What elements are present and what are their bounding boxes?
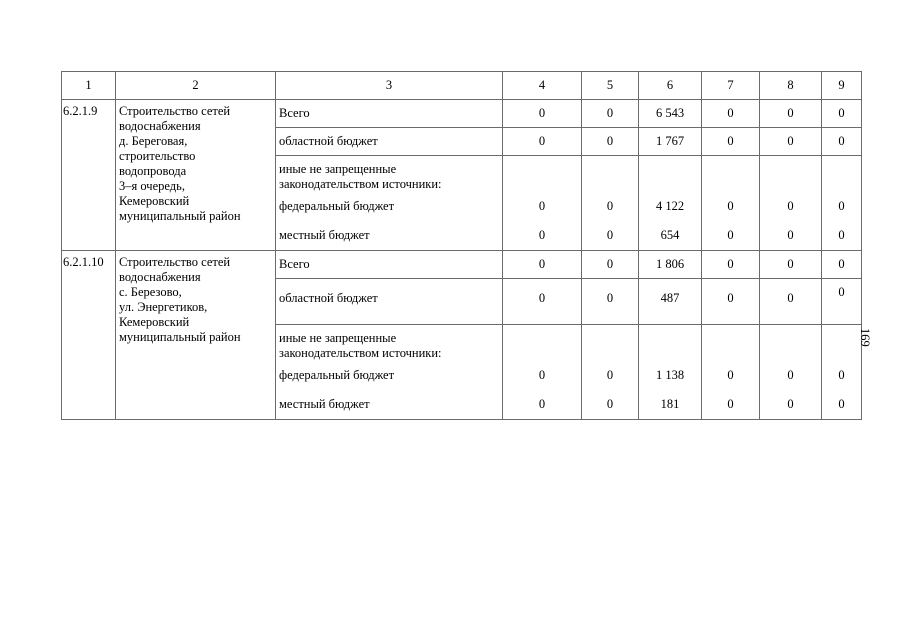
- source-label: областной бюджет: [276, 128, 503, 156]
- source-label: местный бюджет: [279, 397, 370, 411]
- value-cell: 0: [822, 251, 862, 279]
- value-group: [760, 156, 822, 251]
- header-cell: 7: [702, 72, 760, 100]
- value-group: [503, 156, 582, 251]
- source-note: иные не запрещенные: [279, 162, 397, 176]
- value-cell: 0: [822, 128, 862, 156]
- source-note: законодательством источники:: [279, 177, 442, 191]
- value-cell: 0: [606, 228, 614, 242]
- value-group: [822, 325, 862, 420]
- value-cell: 181: [660, 397, 680, 411]
- value-cell: 6 543: [639, 100, 702, 128]
- value-cell: 0: [787, 368, 794, 382]
- source-label: федеральный бюджет: [279, 199, 395, 213]
- value-cell: 0: [787, 199, 794, 213]
- value-cell: 0: [606, 368, 614, 382]
- header-cell: 3: [276, 72, 503, 100]
- page-number: 169: [858, 328, 872, 347]
- item-name-line: Кемеровский: [119, 194, 190, 208]
- value-cell: 0: [702, 100, 760, 128]
- value-cell: 0: [582, 279, 639, 325]
- value-cell: 0: [727, 397, 734, 411]
- value-group: [702, 156, 760, 251]
- item-name-line: Строительство сетей: [119, 104, 231, 118]
- value-group: [639, 325, 702, 420]
- header-row: [62, 72, 862, 100]
- item-name-line: муниципальный район: [119, 209, 241, 223]
- value-cell: 0: [503, 100, 582, 128]
- value-cell: 0: [787, 228, 794, 242]
- value-cell: 487: [639, 279, 702, 325]
- value-cell: 0: [503, 251, 582, 279]
- value-cell: 0: [582, 128, 639, 156]
- value-cell: 0: [838, 397, 845, 411]
- source-group: [276, 156, 503, 251]
- source-label: Всего: [276, 100, 503, 128]
- value-cell: 0: [760, 128, 822, 156]
- value-cell: 0: [787, 397, 794, 411]
- source-note: иные не запрещенные: [279, 331, 397, 345]
- value-cell: 0: [760, 279, 822, 325]
- header-cell: 8: [760, 72, 822, 100]
- value-cell: 0: [727, 199, 734, 213]
- value-cell: 0: [838, 368, 845, 382]
- value-cell: 0: [838, 199, 845, 213]
- item-name-line: ул. Энергетиков,: [119, 300, 208, 314]
- header-cell: 2: [116, 72, 276, 100]
- value-cell: 0: [606, 199, 614, 213]
- value-cell: 0: [538, 397, 546, 411]
- value-cell: 0: [538, 368, 546, 382]
- value-cell: 0: [727, 368, 734, 382]
- item-code: 6.2.1.10: [62, 251, 116, 420]
- source-note: законодательством источники:: [279, 346, 442, 360]
- value-cell: 1 767: [639, 128, 702, 156]
- value-group: [639, 156, 702, 251]
- table-row: [62, 100, 862, 128]
- value-cell: 0: [582, 100, 639, 128]
- value-cell: 0: [702, 251, 760, 279]
- source-label: Всего: [276, 251, 503, 279]
- value-cell: 1 806: [639, 251, 702, 279]
- item-name: [116, 251, 276, 420]
- value-cell: 0: [702, 128, 760, 156]
- item-code: 6.2.1.9: [62, 100, 116, 251]
- value-cell: 0: [822, 100, 862, 128]
- value-cell: 0: [760, 251, 822, 279]
- value-cell: 654: [660, 228, 680, 242]
- source-label: местный бюджет: [279, 228, 370, 242]
- value-cell: 0: [606, 397, 614, 411]
- header-cell: 9: [822, 72, 862, 100]
- source-label: областной бюджет: [276, 279, 503, 325]
- item-name-line: муниципальный район: [119, 330, 241, 344]
- header-cell: 5: [582, 72, 639, 100]
- value-group: [582, 156, 639, 251]
- header-cell: 1: [62, 72, 116, 100]
- value-cell: 4 122: [655, 199, 685, 213]
- table-row: [62, 251, 862, 279]
- source-group: [276, 325, 503, 420]
- item-name-line: водоснабжения: [119, 270, 201, 284]
- value-cell: 0: [538, 199, 546, 213]
- value-cell: 0: [822, 279, 862, 325]
- value-cell: 0: [727, 228, 734, 242]
- item-name-line: Строительство сетей: [119, 255, 231, 269]
- value-cell: 0: [503, 279, 582, 325]
- header-cell: 6: [639, 72, 702, 100]
- value-cell: 0: [582, 251, 639, 279]
- item-name-line: 3–я очередь,: [119, 179, 185, 193]
- value-group: [582, 325, 639, 420]
- value-cell: 0: [538, 228, 546, 242]
- item-name: [116, 100, 276, 251]
- item-name-line: с. Березово,: [119, 285, 182, 299]
- item-name-line: водоснабжения: [119, 119, 201, 133]
- value-cell: 1 138: [655, 368, 685, 382]
- item-name-line: д. Береговая,: [119, 134, 188, 148]
- value-group: [702, 325, 760, 420]
- value-cell: 0: [503, 128, 582, 156]
- budget-table: [61, 71, 862, 420]
- item-name-line: строительство: [119, 149, 196, 163]
- value-cell: 0: [702, 279, 760, 325]
- item-name-line: водопровода: [119, 164, 187, 178]
- value-cell: 0: [760, 100, 822, 128]
- source-label: федеральный бюджет: [279, 368, 395, 382]
- header-cell: 4: [503, 72, 582, 100]
- value-group: [760, 325, 822, 420]
- item-name-line: Кемеровский: [119, 315, 190, 329]
- value-group: [503, 325, 582, 420]
- value-cell: 0: [838, 228, 845, 242]
- value-group: [822, 156, 862, 251]
